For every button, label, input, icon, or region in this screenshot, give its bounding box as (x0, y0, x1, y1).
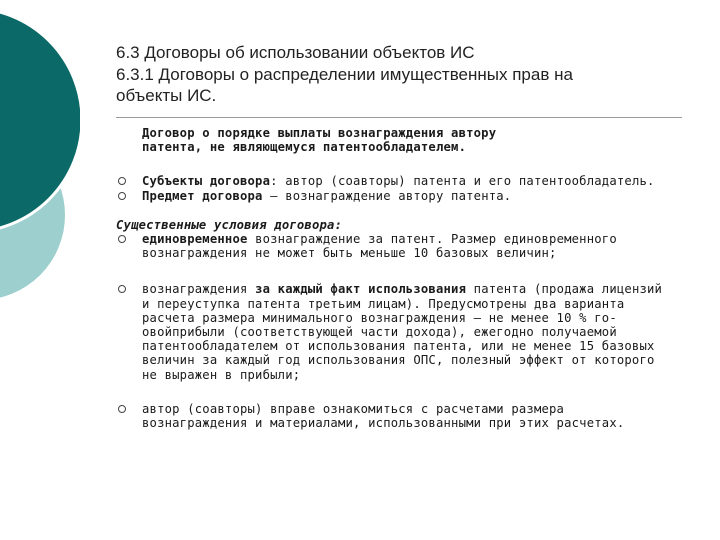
per-use-bold: за каждый факт использования (255, 282, 467, 297)
circle-bullet-icon (118, 235, 126, 243)
subject-matter-text: — вознаграждение автору патента. (262, 188, 512, 203)
calculations-text: автор (соавторы) вправе ознакомиться с расчетами размера вознаграждения и материалами, использованными при этих расчетах. (142, 401, 625, 431)
slide-title (116, 42, 696, 107)
lead-text (116, 126, 676, 154)
list-item-per-use (116, 282, 676, 381)
list-item-subjects (116, 174, 676, 188)
title-line-3: объекты ИС. (116, 86, 217, 105)
lump-sum-bold: единовременное (142, 232, 248, 247)
circle-bullet-icon (118, 405, 126, 413)
lump-sum-text: вознаграждение за патент. Размер единовременного вознаграждения не может быть меньше 10 базовых величин; (142, 232, 617, 261)
title-line-2: 6.3.1 Договоры о распределении имущественных прав на (116, 64, 573, 84)
decorative-circles (0, 0, 80, 300)
subjects-text: : автор (соавторы) патента и его патентообладатель. (270, 174, 655, 189)
title-line-1: 6.3 Договоры об использовании объектов ИС (116, 43, 475, 62)
list-item-lump-sum (116, 232, 676, 260)
conditions-heading: Существенные условия договора: (116, 217, 343, 232)
subjects-label: Субъекты договора (142, 174, 271, 189)
slide-body (116, 124, 676, 430)
lead-line-1: Договор о порядке выплаты вознаграждения автору (142, 126, 497, 140)
dark-circle (0, 8, 80, 232)
per-use-pre: вознаграждения (142, 282, 256, 297)
title-divider (116, 117, 682, 118)
circle-bullet-icon (118, 192, 126, 200)
circle-bullet-icon (118, 285, 126, 293)
list-item-calculations (116, 402, 676, 430)
per-use-text: патента (продажа лицензий и переуступка патента третьим лицам). Предусмотрены два варианта расчета размера минимального вознаграждения — не менее 10 % го-овойприбыли (соответствующей части дохода), ежегодно получаемой патентообладателем от использования патента, или не менее 15 базовых величин за каждый год использования ОПС, полезный эффект от которого не выражен в прибыли; (142, 282, 663, 382)
circle-bullet-icon (118, 177, 126, 185)
subject-matter-label: Предмет договора (142, 188, 263, 203)
lead-line-2: патента, не являющемуся патентообладателем. (142, 140, 467, 155)
list-item-subject-matter (116, 189, 676, 203)
